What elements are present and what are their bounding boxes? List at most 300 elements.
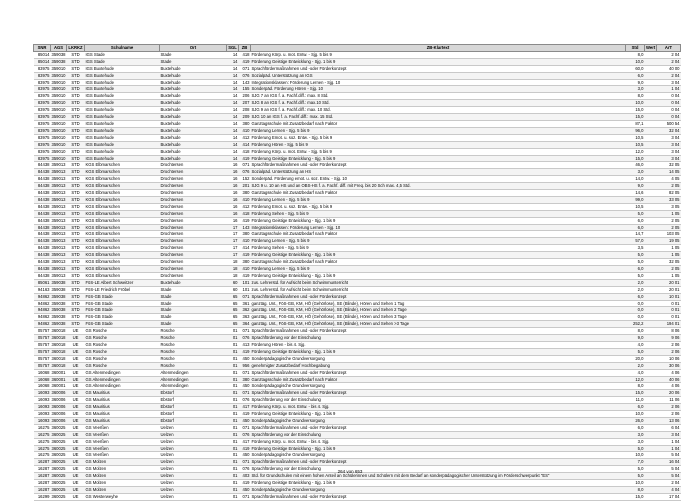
- cell-schulname: KGS Elbmarschen: [85, 217, 160, 224]
- cell-schulname: GS Molzen: [85, 473, 160, 480]
- cell-lkrkz: STD: [67, 252, 85, 259]
- cell-sgl: 16: [227, 203, 239, 210]
- cell-ags: 359010: [51, 148, 66, 154]
- cell-sgl: 65: [227, 307, 239, 314]
- cell-std: 15,0: [626, 155, 645, 162]
- cell-wert-art: 4 06: [645, 383, 681, 390]
- cell-snr: 16287: [34, 473, 51, 480]
- cell-snr: 83975: [34, 120, 51, 127]
- cell-std: 0,0: [626, 300, 645, 307]
- cell-schulname: GS Rosche: [85, 348, 160, 355]
- cell-ort: Buxtehude: [160, 155, 227, 162]
- cell-ort: Uelzen: [160, 480, 227, 487]
- cell-std: 4,0: [626, 341, 645, 348]
- cell-ags: 360001: [51, 383, 66, 389]
- cell-ags: 360025: [51, 452, 66, 458]
- cell-zb-klartext: Förderung Lernen - Sjg. 5 bis 9: [251, 196, 626, 203]
- cell-std: 10,0: [626, 411, 645, 418]
- cell-std: 8,0: [626, 383, 645, 390]
- cell-wert-art: 2 05: [645, 217, 681, 224]
- cell-sgl: 16: [227, 176, 239, 183]
- cell-std: 10,5: [626, 141, 645, 148]
- table-row: [34, 376, 681, 383]
- cell-std: 2,0: [626, 279, 645, 286]
- cell-wert-art: 2 05: [645, 183, 681, 190]
- cell-zb: 076: [239, 466, 251, 473]
- cell-sgl: 01: [227, 411, 239, 418]
- cell-snr: 94862: [34, 300, 51, 307]
- cell-std: 20,0: [626, 355, 645, 362]
- cell-schulname: GS Veerßen: [85, 445, 160, 452]
- cell-ags: 359010: [51, 93, 66, 99]
- cell-zb: 417: [239, 404, 251, 411]
- cell-wert-art: 3 04: [645, 141, 681, 148]
- cell-ort: Rosche: [160, 348, 227, 355]
- cell-lkrkz: STD: [67, 279, 85, 286]
- cell-ort: Buxtehude: [160, 107, 227, 114]
- cell-lkrkz: UE: [67, 397, 85, 404]
- cell-sgl: 14: [227, 58, 239, 65]
- cell-wert-art: 20 06: [645, 390, 681, 397]
- cell-zb: 380: [239, 120, 251, 127]
- cell-lkrkz: UE: [67, 452, 85, 459]
- cell-lkrkz: STD: [67, 259, 85, 266]
- cell-ags: 359010: [51, 72, 66, 78]
- cell-schulname: KGS Elbmarschen: [85, 162, 160, 169]
- cell-zb: 071: [239, 493, 251, 500]
- cell-std: 10,0: [626, 58, 645, 65]
- cell-lkrkz: STD: [67, 65, 85, 72]
- cell-schulname: GS Rosche: [85, 341, 160, 348]
- table-row: [34, 259, 681, 266]
- cell-lkrkz: STD: [67, 286, 85, 293]
- cell-snr: 16093: [34, 411, 51, 418]
- cell-sgl: 16: [227, 183, 239, 190]
- cell-sgl: 14: [227, 100, 239, 107]
- table-row: [34, 438, 681, 445]
- cell-lkrkz: UE: [67, 328, 85, 335]
- cell-wert-art: 500 54: [645, 120, 681, 127]
- table-row: [34, 266, 681, 273]
- cell-ags: 360001: [51, 376, 66, 382]
- cell-schulname: IGS Buxtehude: [85, 148, 160, 155]
- table-row: [34, 424, 681, 431]
- cell-std: 10,0: [626, 452, 645, 459]
- cell-lkrkz: UE: [67, 355, 85, 362]
- cell-lkrkz: UE: [67, 341, 85, 348]
- cell-snr: 85014: [34, 58, 51, 65]
- cell-wert-art: 1 04: [645, 86, 681, 93]
- table-row: [34, 134, 681, 141]
- table-row: [34, 120, 681, 127]
- cell-ort: Rosche: [160, 341, 227, 348]
- cell-lkrkz: STD: [67, 100, 85, 107]
- cell-snr: 16275: [34, 424, 51, 431]
- col-zb-header: ZB: [239, 45, 251, 52]
- cell-snr: 05757: [34, 348, 51, 355]
- cell-schulname: FöS-GB Stade: [85, 293, 160, 300]
- cell-lkrkz: UE: [67, 383, 85, 390]
- cell-std: 0,0: [626, 307, 645, 314]
- cell-schulname: FöS-GB Stade: [85, 321, 160, 328]
- cell-wert-art: 1 05: [645, 252, 681, 259]
- cell-lkrkz: STD: [67, 169, 85, 176]
- data-table: [33, 44, 681, 501]
- cell-snr: 83975: [34, 127, 51, 134]
- cell-wert-art: 40 00: [645, 65, 681, 72]
- cell-schulname: GS Mauritius: [85, 397, 160, 404]
- cell-ort: Stade: [160, 321, 227, 328]
- cell-schulname: GS Molzen: [85, 466, 160, 473]
- table-row: [34, 293, 681, 300]
- cell-std: 8,0: [626, 328, 645, 335]
- cell-zb: 208: [239, 107, 251, 114]
- cell-snr: 94862: [34, 307, 51, 314]
- cell-zb-klartext: Förderung Sehen - Sjg. 5 bis 9: [251, 245, 626, 252]
- cell-lkrkz: UE: [67, 459, 85, 466]
- cell-zb: 071: [239, 65, 251, 72]
- cell-sgl: 18: [227, 266, 239, 273]
- cell-zb: 076: [239, 335, 251, 342]
- cell-schulname: FöS-GB Stade: [85, 300, 160, 307]
- cell-zb: 363: [239, 314, 251, 321]
- cell-ags: 360025: [51, 493, 66, 499]
- cell-wert-art: 32 05: [645, 259, 681, 266]
- cell-ags: 360018: [51, 348, 66, 354]
- cell-zb: 101: [239, 286, 251, 293]
- cell-std: 6,0: [626, 72, 645, 79]
- table-row: [34, 493, 681, 500]
- cell-snr: 94862: [34, 293, 51, 300]
- cell-lkrkz: STD: [67, 93, 85, 100]
- cell-schulname: IGS Buxtehude: [85, 141, 160, 148]
- table-row: [34, 362, 681, 369]
- cell-schulname: GS Molzen: [85, 487, 160, 494]
- cell-ort: Buxtehude: [160, 79, 227, 86]
- cell-ags: 359013: [51, 245, 66, 251]
- cell-zb: 417: [239, 438, 251, 445]
- cell-wert-art: 0 04: [645, 107, 681, 114]
- cell-zb: 071: [239, 459, 251, 466]
- cell-ort: Rosche: [160, 355, 227, 362]
- cell-snr: 05757: [34, 355, 51, 362]
- cell-std: 8,0: [626, 51, 645, 58]
- cell-std: 6,0: [626, 404, 645, 411]
- cell-ort: Drochtersen: [160, 183, 227, 190]
- cell-wert-art: 1 05: [645, 272, 681, 279]
- cell-sgl: 14: [227, 134, 239, 141]
- table-row: [34, 383, 681, 390]
- cell-lkrkz: UE: [67, 404, 85, 411]
- cell-snr: 83975: [34, 86, 51, 93]
- cell-sgl: 14: [227, 86, 239, 93]
- cell-zb-klartext: Sonderpädagogische Grundversorgung: [251, 383, 626, 390]
- cell-schulname: IGS Buxtehude: [85, 107, 160, 114]
- cell-ags: 359038: [51, 307, 66, 313]
- cell-zb: 419: [239, 272, 251, 279]
- cell-zb-klartext: Sprachfördermaßnahmen und -oder Förderkonzept: [251, 390, 626, 397]
- cell-snr: 84438: [34, 272, 51, 279]
- table-row: [34, 93, 681, 100]
- cell-ort: Drochtersen: [160, 203, 227, 210]
- col-ags-header: AGS: [51, 45, 67, 52]
- cell-ort: Uelzen: [160, 493, 227, 500]
- cell-wert-art: 2 04: [645, 58, 681, 65]
- table-body: [34, 51, 681, 500]
- cell-std: 11,0: [626, 397, 645, 404]
- cell-zb-klartext: Förderung Lernen - Sjg. 5 bis 9: [251, 127, 626, 134]
- cell-ags: 360025: [51, 431, 66, 437]
- cell-std: 5,0: [626, 473, 645, 480]
- cell-zb: 076: [239, 72, 251, 79]
- table-row: [34, 79, 681, 86]
- cell-sgl: 16: [227, 210, 239, 217]
- cell-zb-klartext: Sprachfördermaßnahmen und -oder Förderkonzept: [251, 493, 626, 500]
- cell-wert-art: 2 06: [645, 341, 681, 348]
- cell-wert-art: 5 04: [645, 473, 681, 480]
- cell-zb-klartext: Sprachfördermaßnahmen und -oder Förderkonzept: [251, 369, 626, 376]
- cell-std: 6,0: [626, 424, 645, 431]
- cell-schulname: IGS Buxtehude: [85, 65, 160, 72]
- cell-ags: 359013: [51, 183, 66, 189]
- cell-ort: Drochtersen: [160, 259, 227, 266]
- cell-lkrkz: STD: [67, 107, 85, 114]
- cell-schulname: GS Veerßen: [85, 438, 160, 445]
- cell-snr: 84438: [34, 169, 51, 176]
- cell-snr: 05757: [34, 362, 51, 369]
- table-row: [34, 141, 681, 148]
- cell-lkrkz: STD: [67, 127, 85, 134]
- cell-snr: 16068: [34, 383, 51, 390]
- cell-schulname: FöS-LE Friedrich Fröbel: [85, 286, 160, 293]
- cell-sgl: 14: [227, 141, 239, 148]
- cell-zb: 419: [239, 348, 251, 355]
- cell-ort: Rosche: [160, 328, 227, 335]
- cell-ags: 360006: [51, 411, 66, 417]
- table-row: [34, 417, 681, 424]
- cell-ags: 359038: [51, 314, 66, 320]
- cell-schulname: GS Mauritius: [85, 417, 160, 424]
- cell-wert-art: 0 04: [645, 114, 681, 121]
- cell-wert-art: 3 04: [645, 148, 681, 155]
- cell-sgl: 14: [227, 107, 239, 114]
- cell-zb: 414: [239, 245, 251, 252]
- cell-schulname: IGS Buxtehude: [85, 100, 160, 107]
- cell-sgl: 01: [227, 487, 239, 494]
- cell-zb-klartext: SJG 9 an IGS f. a. Fachf.diff.: max. 10 Std.: [251, 107, 626, 114]
- cell-ags: 359013: [51, 190, 66, 196]
- cell-snr: 85014: [34, 51, 51, 58]
- cell-std: 6,0: [626, 266, 645, 273]
- cell-snr: 84438: [34, 210, 51, 217]
- cell-zb-klartext: ganztäg. Unt., FöS-GB, KM, HÖ (Gehörlose), SE (Blinde), Hören und Sehen 2 Tage: [251, 307, 626, 314]
- table-row: [34, 238, 681, 245]
- cell-schulname: KGS Elbmarschen: [85, 196, 160, 203]
- cell-lkrkz: UE: [67, 487, 85, 494]
- cell-lkrkz: UE: [67, 473, 85, 480]
- col-std-header: Std: [626, 45, 645, 52]
- cell-zb: 418: [239, 210, 251, 217]
- cell-zb: 361: [239, 300, 251, 307]
- table-row: [34, 480, 681, 487]
- cell-ort: Stade: [160, 58, 227, 65]
- cell-zb: 412: [239, 203, 251, 210]
- cell-lkrkz: UE: [67, 362, 85, 369]
- cell-wert-art: 32 05: [645, 162, 681, 169]
- cell-ags: 359013: [51, 224, 66, 230]
- cell-std: 5,0: [626, 466, 645, 473]
- cell-ort: Buxtehude: [160, 279, 227, 286]
- table-row: [34, 300, 681, 307]
- cell-std: 0,0: [626, 314, 645, 321]
- cell-sgl: 01: [227, 445, 239, 452]
- cell-sgl: 14: [227, 148, 239, 155]
- cell-ort: Drochtersen: [160, 176, 227, 183]
- cell-std: 9,0: [626, 183, 645, 190]
- cell-wert-art: 5 04: [645, 466, 681, 473]
- cell-ort: Rosche: [160, 362, 227, 369]
- cell-zb-klartext: Ganztagsschule mit Zusatzbedarf nach Faktor: [251, 120, 626, 127]
- cell-ags: 359013: [51, 238, 66, 244]
- cell-snr: 16287: [34, 459, 51, 466]
- cell-lkrkz: STD: [67, 238, 85, 245]
- cell-schulname: KGS Elbmarschen: [85, 272, 160, 279]
- cell-snr: 16275: [34, 431, 51, 438]
- cell-snr: 94163: [34, 286, 51, 293]
- cell-zb: 071: [239, 424, 251, 431]
- cell-lkrkz: STD: [67, 293, 85, 300]
- col-schulname-header: Schulname: [85, 45, 160, 52]
- header-row: [34, 45, 681, 52]
- col-zb-klartext-header: ZB-Klartext: [251, 45, 626, 52]
- cell-zb: 419: [239, 217, 251, 224]
- cell-snr: 84438: [34, 196, 51, 203]
- cell-zb-klartext: Sprachfördermaßnahmen und -oder Förderkonzept: [251, 424, 626, 431]
- cell-wert-art: 1 05: [645, 245, 681, 252]
- cell-schulname: GS Veerßen: [85, 431, 160, 438]
- cell-std: 99,0: [626, 196, 645, 203]
- cell-ort: Drochtersen: [160, 210, 227, 217]
- cell-schulname: IGS Buxtehude: [85, 93, 160, 100]
- cell-std: 10,5: [626, 203, 645, 210]
- cell-zb: 076: [239, 397, 251, 404]
- cell-zb-klartext: Förderung Lernen - Sjg. 5 bis 9: [251, 238, 626, 245]
- cell-snr: 83975: [34, 155, 51, 162]
- cell-ort: Drochtersen: [160, 231, 227, 238]
- table-row: [34, 72, 681, 79]
- cell-ags: 359038: [51, 321, 66, 327]
- cell-lkrkz: STD: [67, 217, 85, 224]
- table-row: [34, 341, 681, 348]
- table-row: [34, 445, 681, 452]
- table-row: [34, 321, 681, 328]
- cell-zb: 152: [239, 176, 251, 183]
- cell-wert-art: 82 05: [645, 190, 681, 197]
- cell-zb-klartext: Ganztagsschule mit Zusatzbedarf nach Faktor: [251, 190, 626, 197]
- cell-wert-art: 30 06: [645, 362, 681, 369]
- cell-sgl: 01: [227, 466, 239, 473]
- col-wert-header: Wert: [646, 45, 656, 50]
- cell-zb: 412: [239, 134, 251, 141]
- cell-zb-klartext: Förderung Geistige Entwicklung - Sjg. 1 bis 9: [251, 272, 626, 279]
- table-row: [34, 286, 681, 293]
- table-row: [34, 355, 681, 362]
- cell-lkrkz: UE: [67, 424, 85, 431]
- cell-ags: 359013: [51, 252, 66, 258]
- cell-ags: 360006: [51, 417, 66, 423]
- table-row: [34, 190, 681, 197]
- cell-ort: Drochtersen: [160, 190, 227, 197]
- cell-zb: 362: [239, 307, 251, 314]
- cell-lkrkz: STD: [67, 210, 85, 217]
- cell-lkrkz: STD: [67, 224, 85, 231]
- cell-schulname: GS Mauritius: [85, 390, 160, 397]
- cell-ort: Rosche: [160, 335, 227, 342]
- cell-lkrkz: STD: [67, 134, 85, 141]
- cell-sgl: 01: [227, 431, 239, 438]
- table-row: [34, 328, 681, 335]
- cell-wert-art: 20 01: [645, 279, 681, 286]
- cell-snr: 83975: [34, 65, 51, 72]
- cell-snr: 05757: [34, 335, 51, 342]
- cell-lkrkz: STD: [67, 162, 85, 169]
- cell-ags: 359010: [51, 127, 66, 133]
- cell-zb: 450: [239, 452, 251, 459]
- cell-sgl: 01: [227, 362, 239, 369]
- cell-lkrkz: STD: [67, 183, 85, 190]
- cell-wert-art: 3 04: [645, 155, 681, 162]
- cell-wert-art: 2 06: [645, 404, 681, 411]
- cell-ags: 359013: [51, 217, 66, 223]
- cell-snr: 84438: [34, 183, 51, 190]
- cell-zb: 207: [239, 100, 251, 107]
- cell-ags: 360001: [51, 369, 66, 375]
- cell-lkrkz: STD: [67, 120, 85, 127]
- cell-zb-klartext: Förderung Geistige Entwicklung - Sjg. 1 bis 9: [251, 58, 626, 65]
- cell-sgl: 01: [227, 438, 239, 445]
- cell-lkrkz: STD: [67, 141, 85, 148]
- cell-ort: Buxtehude: [160, 134, 227, 141]
- cell-zb: 450: [239, 383, 251, 390]
- table-row: [34, 51, 681, 58]
- cell-schulname: IGS Buxtehude: [85, 120, 160, 127]
- cell-zb-klartext: Sprachfördermaßnahmen und -oder Förderkonzept: [251, 328, 626, 335]
- cell-zb-klartext: Förderung Geistige Entwicklung - Sjg. 1 bis 9: [251, 480, 626, 487]
- cell-std: 9,0: [626, 79, 645, 86]
- cell-ort: Stade: [160, 314, 227, 321]
- cell-zb-klartext: Sprachförderung vor der Einschulung: [251, 397, 626, 404]
- cell-sgl: 14: [227, 79, 239, 86]
- cell-zb-klartext: Sozialpäd. Unterstützung an HS: [251, 169, 626, 176]
- cell-schulname: KGS Elbmarschen: [85, 238, 160, 245]
- cell-zb-klartext: Förderung Körp. u. mot. Entw. - bis 4. Sjg.: [251, 404, 626, 411]
- table-row: [34, 459, 681, 466]
- cell-zb: 410: [239, 266, 251, 273]
- cell-wert-art: 32 04: [645, 127, 681, 134]
- cell-sgl: 14: [227, 127, 239, 134]
- cell-ort: Stade: [160, 307, 227, 314]
- cell-std: 6,0: [626, 217, 645, 224]
- cell-sgl: 14: [227, 72, 239, 79]
- cell-zb-klartext: Sonderpäd. Förderung emot. u. soz. Entw. - Sjg. 10: [251, 176, 626, 183]
- cell-schulname: GS Rosche: [85, 355, 160, 362]
- cell-zb-klartext: ganztäg. Unt., FöS-GB, KM, HÖ (Gehörlose), SE (Blinde), Hören und Sehen 1 Tag: [251, 300, 626, 307]
- cell-schulname: KGS Elbmarschen: [85, 190, 160, 197]
- cell-zb: 201: [239, 183, 251, 190]
- cell-sgl: 14: [227, 114, 239, 121]
- cell-lkrkz: STD: [67, 314, 85, 321]
- table-row: [34, 348, 681, 355]
